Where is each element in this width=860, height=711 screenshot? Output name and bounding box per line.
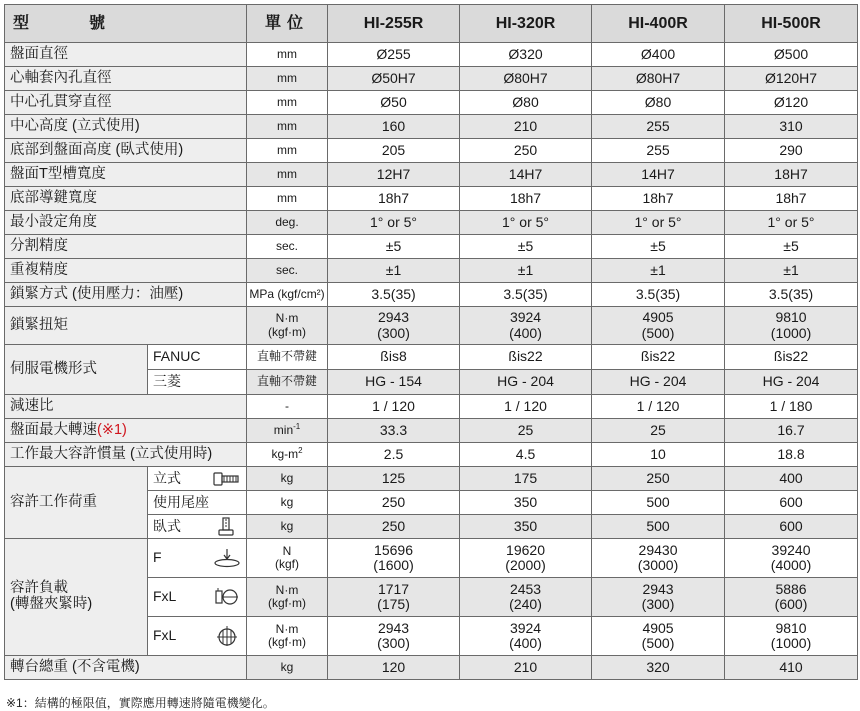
value-cell: 25: [592, 419, 725, 443]
value-cell: Ø80: [460, 91, 592, 115]
model-column-header: HI-500R: [725, 5, 858, 43]
cell-line: 4905: [642, 619, 674, 636]
table-row: [5, 345, 858, 370]
value-cell: Ø120H7: [725, 67, 858, 91]
cell-line: (500): [641, 635, 675, 651]
row-label: 分割精度: [5, 235, 247, 259]
row-label: 盤面直徑: [5, 43, 247, 67]
row-label: 盤面T型槽寬度: [5, 163, 247, 187]
sub-label: 臥式: [153, 517, 181, 534]
table-row: [5, 656, 858, 680]
unit-cell: deg.: [247, 211, 328, 235]
unit-cell: 直軸不帶鍵: [247, 345, 328, 370]
value-cell: Ø500: [725, 43, 858, 67]
value-cell: 250: [328, 515, 460, 539]
table-row: [5, 539, 858, 578]
value-cell: HG - 204: [592, 370, 725, 395]
value-cell: 210: [460, 656, 592, 680]
unit-cell: kg: [247, 656, 328, 680]
table-row: [5, 235, 858, 259]
row-label: 底部導鍵寬度: [5, 187, 247, 211]
value-cell: ßis22: [725, 345, 858, 370]
value-cell: 290: [725, 139, 858, 163]
unit-cell: [247, 578, 328, 617]
value-cell: 400: [725, 467, 858, 491]
value-cell: ßis22: [592, 345, 725, 370]
value-cell: 205: [328, 139, 460, 163]
sub-label-wrap: [153, 517, 246, 537]
cell-line: 1717: [377, 580, 410, 597]
unit-cell: kg: [247, 467, 328, 491]
group-label: 容許工作荷重: [5, 467, 148, 539]
sub-label-wrap: [153, 495, 246, 510]
unit-cell: [247, 307, 328, 345]
value-cell: 320: [592, 656, 725, 680]
unit-header: 單位: [247, 5, 328, 43]
model-header: 型 號: [5, 5, 247, 43]
unit-cell: mm: [247, 139, 328, 163]
sub-label: FxL: [153, 627, 177, 644]
value-cell: 1 / 180: [725, 395, 858, 419]
row-label-text: 盤面最大轉速: [10, 421, 97, 438]
value-cell: 1° or 5°: [460, 211, 592, 235]
value-cell: 160: [328, 115, 460, 139]
value-cell: Ø50H7: [328, 67, 460, 91]
cell-line: (4000): [770, 557, 812, 573]
cell-line: (1600): [373, 557, 414, 573]
unit-cell: MPa (kgf/cm²): [247, 283, 328, 307]
unit-cell: sec.: [247, 235, 328, 259]
cell-line: (kgf): [275, 557, 300, 571]
vertical-table-icon: [212, 469, 242, 489]
cell-line: 3924: [509, 619, 542, 636]
value-cell: Ø80H7: [460, 67, 592, 91]
value-cell: 500: [592, 515, 725, 539]
value-cell: 18h7: [460, 187, 592, 211]
value-cell: 33.3: [328, 419, 460, 443]
value-cell: 250: [328, 491, 460, 515]
row-label: 減速比: [5, 395, 247, 419]
value-cell: [592, 578, 725, 617]
sub-label: 立式: [153, 469, 181, 486]
cell-line: (400): [509, 324, 542, 341]
value-cell: [460, 617, 592, 656]
row-label: 工作最大容許慣量 (立式使用時): [5, 443, 247, 467]
sub-label: 三菱: [148, 370, 247, 395]
cell-line: 容許負載: [10, 580, 68, 597]
value-cell: 1 / 120: [460, 395, 592, 419]
value-cell: 14H7: [592, 163, 725, 187]
value-cell: ßis22: [460, 345, 592, 370]
cell-line: (175): [377, 596, 410, 612]
axial-force-icon: [212, 548, 242, 568]
cell-line: 3924: [509, 309, 542, 326]
table-row: [5, 467, 858, 491]
cell-line: 29430: [638, 541, 678, 558]
value-cell: 410: [725, 656, 858, 680]
cell-line: 39240: [771, 541, 811, 558]
sub-label-wrap: [153, 626, 246, 646]
table-row: [5, 283, 858, 307]
table-row: [5, 395, 858, 419]
cell-line: 2453: [509, 580, 542, 597]
sub-label-cell: [148, 539, 247, 578]
value-cell: 350: [460, 491, 592, 515]
sub-label-cell: [148, 491, 247, 515]
value-cell: [592, 617, 725, 656]
value-cell: Ø255: [328, 43, 460, 67]
table-row: [5, 443, 858, 467]
value-cell: 18H7: [725, 163, 858, 187]
unit-cell: mm: [247, 91, 328, 115]
sub-label: FxL: [153, 588, 177, 605]
table-row: [5, 187, 858, 211]
unit-cell: -: [247, 395, 328, 419]
value-cell: 18.8: [725, 443, 858, 467]
unit-exponent: -1: [293, 422, 301, 432]
cell-line: (240): [509, 596, 542, 612]
value-cell: 210: [460, 115, 592, 139]
cell-line: (1000): [770, 635, 812, 651]
value-cell: 120: [328, 656, 460, 680]
cell-line: (kgf·m): [268, 635, 307, 649]
footnote: ※1：結構的極限值，實際應用轉速將隨電機變化。: [6, 696, 275, 710]
value-cell: 350: [460, 515, 592, 539]
value-cell: [725, 539, 858, 578]
unit-cell: mm: [247, 163, 328, 187]
row-label: [5, 419, 247, 443]
value-cell: 600: [725, 515, 858, 539]
value-cell: 4.5: [460, 443, 592, 467]
cell-line: 9810: [775, 619, 807, 636]
cell-line: (3000): [637, 557, 679, 573]
value-cell: [592, 539, 725, 578]
model-column-header: HI-320R: [460, 5, 592, 43]
unit-base: min: [273, 423, 294, 438]
table-row: [5, 307, 858, 345]
value-cell: [725, 307, 858, 345]
value-cell: 600: [725, 491, 858, 515]
value-cell: 16.7: [725, 419, 858, 443]
value-cell: ßis8: [328, 345, 460, 370]
value-cell: Ø80H7: [592, 67, 725, 91]
cell-line: (kgf·m): [268, 324, 307, 339]
sub-label: 使用尾座: [153, 493, 209, 510]
header-row: [5, 5, 858, 43]
value-cell: HG - 154: [328, 370, 460, 395]
value-cell: 1 / 120: [328, 395, 460, 419]
cell-line: N: [282, 543, 292, 558]
value-cell: ±5: [328, 235, 460, 259]
value-cell: HG - 204: [460, 370, 592, 395]
value-cell: 3.5(35): [460, 283, 592, 307]
value-cell: 500: [592, 491, 725, 515]
unit-exponent: 2: [298, 446, 303, 456]
unit-cell: mm: [247, 115, 328, 139]
value-cell: Ø320: [460, 43, 592, 67]
cell-line: N·m: [275, 311, 299, 326]
value-cell: 175: [460, 467, 592, 491]
sub-label-wrap: [153, 469, 246, 489]
moment-vertical-icon: [212, 587, 242, 607]
cell-line: (300): [377, 635, 410, 651]
value-cell: [725, 617, 858, 656]
value-cell: [592, 307, 725, 345]
cell-line: 2943: [642, 580, 674, 597]
value-cell: Ø80: [592, 91, 725, 115]
table-row: [5, 211, 858, 235]
value-cell: 250: [460, 139, 592, 163]
row-label: 最小設定角度: [5, 211, 247, 235]
sub-label-cell: [148, 515, 247, 539]
value-cell: ±1: [328, 259, 460, 283]
cell-line: 5886: [775, 580, 807, 597]
row-label: 轉台總重 (不含電機): [5, 656, 247, 680]
unit-cell: [247, 539, 328, 578]
value-cell: 255: [592, 115, 725, 139]
value-cell: 14H7: [460, 163, 592, 187]
table-row: [5, 163, 858, 187]
value-cell: ±1: [592, 259, 725, 283]
sub-label-cell: [148, 617, 247, 656]
value-cell: ±5: [725, 235, 858, 259]
unit-cell: kg: [247, 491, 328, 515]
unit-cell: kg: [247, 515, 328, 539]
value-cell: [460, 539, 592, 578]
row-label: 中心高度 (立式使用): [5, 115, 247, 139]
unit-cell: mm: [247, 187, 328, 211]
group-label: [5, 539, 148, 656]
cell-line: (300): [377, 324, 410, 341]
cell-line: 19620: [506, 541, 545, 558]
value-cell: 255: [592, 139, 725, 163]
cell-line: (轉盤夾緊時): [10, 596, 93, 612]
spec-table: [4, 4, 858, 680]
unit-cell: mm: [247, 43, 328, 67]
value-cell: [460, 578, 592, 617]
cell-line: 9810: [775, 309, 807, 326]
value-cell: 125: [328, 467, 460, 491]
value-cell: ±1: [725, 259, 858, 283]
sub-label-wrap: [153, 548, 246, 568]
table-row: [5, 67, 858, 91]
value-cell: 310: [725, 115, 858, 139]
value-cell: 18h7: [725, 187, 858, 211]
cell-line: 15696: [374, 541, 413, 558]
value-cell: [460, 307, 592, 345]
value-cell: ±1: [460, 259, 592, 283]
unit-cell: mm: [247, 67, 328, 91]
group-label: 伺服電機形式: [5, 345, 148, 395]
cell-line: (2000): [505, 557, 546, 573]
table-row: [5, 43, 858, 67]
table-row: [5, 259, 858, 283]
value-cell: 1° or 5°: [725, 211, 858, 235]
value-cell: 1° or 5°: [592, 211, 725, 235]
table-row: [5, 91, 858, 115]
value-cell: 2.5: [328, 443, 460, 467]
model-column-header: HI-255R: [328, 5, 460, 43]
cell-line: N·m: [275, 621, 299, 636]
sub-label: FANUC: [148, 345, 247, 370]
value-cell: 1° or 5°: [328, 211, 460, 235]
value-cell: [328, 617, 460, 656]
unit-cell: [247, 443, 328, 467]
table-row: [5, 139, 858, 163]
cell-line: (kgf·m): [268, 596, 307, 610]
value-cell: [328, 578, 460, 617]
cell-line: 4905: [642, 309, 674, 326]
cell-line: (400): [509, 635, 542, 651]
unit-base: kg-m: [271, 447, 299, 462]
value-cell: 3.5(35): [725, 283, 858, 307]
model-column-header: HI-400R: [592, 5, 725, 43]
value-cell: HG - 204: [725, 370, 858, 395]
value-cell: Ø400: [592, 43, 725, 67]
value-cell: ±5: [460, 235, 592, 259]
value-cell: Ø50: [328, 91, 460, 115]
moment-horizontal-icon: [212, 626, 242, 646]
value-cell: 3.5(35): [592, 283, 725, 307]
horizontal-table-icon: [212, 517, 242, 537]
value-cell: 25: [460, 419, 592, 443]
unit-cell: 直軸不帶鍵: [247, 370, 328, 395]
cell-line: (300): [641, 596, 675, 612]
value-cell: Ø120: [725, 91, 858, 115]
sub-label-cell: [148, 578, 247, 617]
row-label: 底部到盤面高度 (臥式使用): [5, 139, 247, 163]
row-label: 重複精度: [5, 259, 247, 283]
cell-line: 2943: [377, 309, 410, 326]
table-row: [5, 115, 858, 139]
unit-cell: [247, 419, 328, 443]
value-cell: [328, 539, 460, 578]
value-cell: 1 / 120: [592, 395, 725, 419]
cell-line: N·m: [275, 582, 299, 597]
value-cell: 3.5(35): [328, 283, 460, 307]
value-cell: 250: [592, 467, 725, 491]
row-label: 心軸套內孔直徑: [5, 67, 247, 91]
cell-line: (500): [641, 324, 675, 341]
value-cell: ±5: [592, 235, 725, 259]
sub-label: F: [153, 549, 162, 566]
sub-label-wrap: [153, 587, 246, 607]
row-label: 鎖緊方式 (使用壓力：油壓): [5, 283, 247, 307]
cell-line: (1000): [770, 324, 812, 341]
unit-cell: [247, 617, 328, 656]
value-cell: [328, 307, 460, 345]
cell-line: (600): [774, 596, 808, 612]
value-cell: 18h7: [328, 187, 460, 211]
value-cell: 10: [592, 443, 725, 467]
row-label: 中心孔貫穿直徑: [5, 91, 247, 115]
value-cell: 18h7: [592, 187, 725, 211]
cell-line: 2943: [377, 619, 410, 636]
row-label: 鎖緊扭矩: [5, 307, 247, 345]
note-marker: (※1): [97, 421, 127, 438]
value-cell: 12H7: [328, 163, 460, 187]
unit-cell: sec.: [247, 259, 328, 283]
table-row: [5, 419, 858, 443]
sub-label-cell: [148, 467, 247, 491]
value-cell: [725, 578, 858, 617]
